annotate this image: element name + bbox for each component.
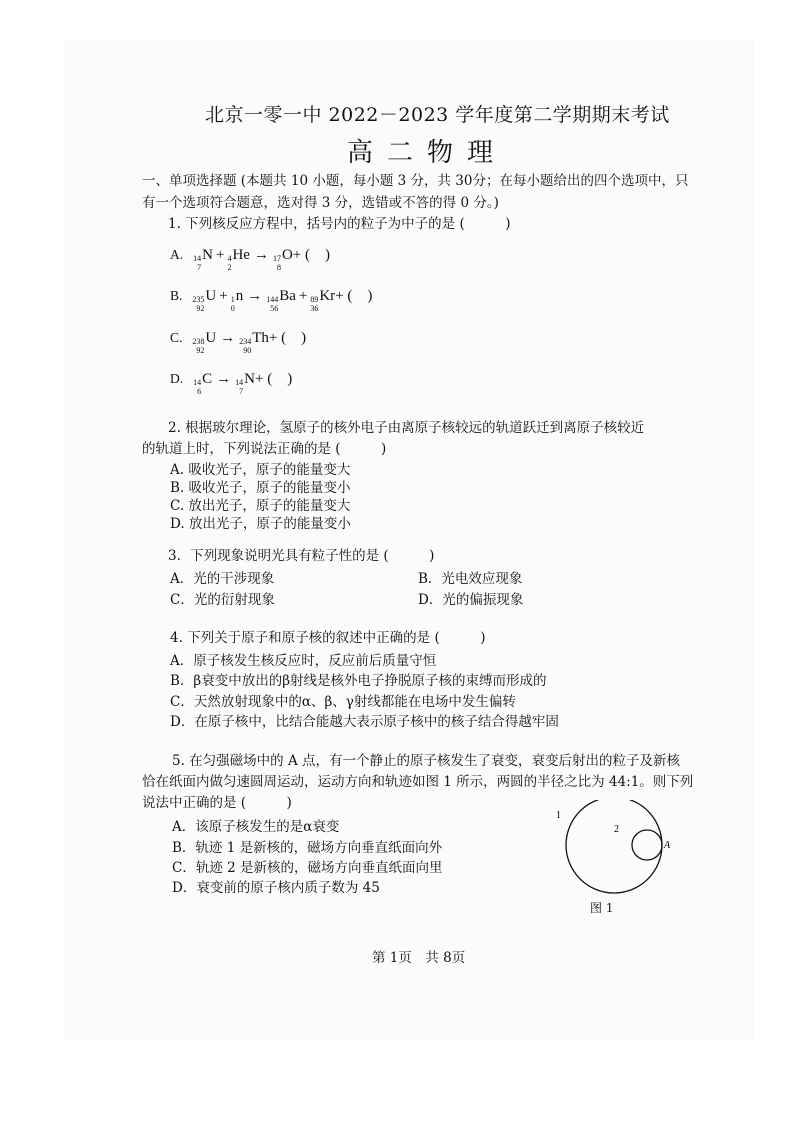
figure-1-caption: 图 1 <box>590 901 614 915</box>
mass-number: 14 <box>193 378 202 387</box>
mass-number: 144 <box>266 295 279 304</box>
q5-stem-line-1: 5. 在匀强磁场中的 A 点，有一个静止的原子核发生了衰变，衰变后射出的粒子及新核 <box>172 753 681 769</box>
q5-option-b: B．轨迹 1 是新核的，磁场方向垂直纸面向外 <box>172 840 443 856</box>
option-letter: B. <box>170 288 183 303</box>
equation-symbol: + ( ) <box>292 247 330 263</box>
atomic-number: 36 <box>310 304 319 313</box>
nuclide-n <box>231 288 244 311</box>
section-instructions <box>142 170 690 214</box>
q4-option-d: D．在原子核中，比结合能越大表示原子核中的核子结合得越牢固 <box>170 714 559 730</box>
element-symbol: Kr <box>319 288 336 304</box>
q5-stem-line-3: 说法中正确的是 ( ) <box>142 795 292 811</box>
nuclide-he <box>227 247 250 270</box>
mass-number: 1 <box>230 295 235 304</box>
trajectory-1-circle <box>566 800 662 893</box>
section-line-1: 一、单项选择题 (本题共 10 小题，每小题 3 分，共 30分；在每小题给出的四个选项中，只 <box>142 173 689 189</box>
equation-symbol: + ( ) <box>254 371 293 387</box>
option-letter: C. <box>170 330 183 345</box>
q1-option-a <box>170 243 330 270</box>
nuclide-ba <box>266 288 296 311</box>
arrow-symbol: → <box>216 371 232 387</box>
element-symbol: N <box>202 247 213 263</box>
arrow-symbol: → <box>220 330 236 346</box>
option-letter: D. <box>170 371 184 386</box>
mass-number: 14 <box>193 254 202 263</box>
q5-option-d: D．衰变前的原子核内质子数为 45 <box>172 880 380 896</box>
q1-option-b <box>170 284 372 311</box>
nuclide-u <box>192 288 216 311</box>
q1-option-d <box>170 367 292 394</box>
atomic-number: 0 <box>230 304 235 313</box>
element-symbol: O <box>281 247 293 263</box>
equation-symbol: + <box>215 247 225 263</box>
element-symbol: N <box>244 371 255 387</box>
equation-symbol: + ( ) <box>268 330 307 346</box>
equation-symbol: + <box>219 288 228 304</box>
q2-option-c: C. 放出光子，原子的能量变大 <box>170 498 351 514</box>
q4-option-a: A．原子核发生核反应时，反应前后质量守恒 <box>170 653 437 669</box>
option-letter: A. <box>170 247 184 262</box>
trajectory-1-label: 1 <box>556 810 561 821</box>
element-symbol: n <box>235 288 244 304</box>
element-symbol: Th <box>252 330 269 346</box>
q5-stem-line-2: 恰在纸面内做匀速圆周运动，运动方向和轨迹如图 1 所示，两圆的半径之比为 44:1。则下列 <box>142 774 694 790</box>
atomic-number: 2 <box>227 263 232 272</box>
nuclide-th <box>239 330 269 353</box>
mass-number: 238 <box>192 337 205 346</box>
atomic-number: 92 <box>196 304 205 313</box>
mass-number: 14 <box>235 378 244 387</box>
q1-stem: 1. 下列核反应方程中，括号内的粒子为中子的是 ( ) <box>168 216 511 232</box>
nuclide-kr <box>310 288 335 311</box>
q3-option-a: A．光的干涉现象 <box>170 571 275 587</box>
equation-symbol: + <box>298 288 308 304</box>
trajectory-2-label: 2 <box>614 824 619 835</box>
atomic-number: 7 <box>239 387 244 396</box>
element-symbol: U <box>205 288 217 304</box>
q2-option-b: B. 吸收光子，原子的能量变小 <box>170 480 351 496</box>
atomic-number: 92 <box>196 346 205 355</box>
point-a-label: A <box>664 840 671 851</box>
mass-number: 234 <box>239 337 252 346</box>
q4-option-c: C．天然放射现象中的α、β、γ射线都能在电场中发生偏转 <box>170 694 516 710</box>
subject-title: 高二物理 <box>347 138 508 168</box>
exam-title: 北京一零一中 2022－2023 学年度第二学期期末考试 <box>205 104 670 126</box>
q3-option-b: B．光电效应现象 <box>418 571 523 587</box>
atomic-number: 8 <box>276 263 281 272</box>
q2-stem-line-1: 2. 根据玻尔理论，氢原子的核外电子由离原子核较远的轨道跃迁到离原子核较近 <box>168 420 645 436</box>
arrow-symbol: → <box>247 288 263 304</box>
nuclide-u <box>192 330 216 353</box>
nuclide-o <box>273 247 293 270</box>
equation-symbol: + ( ) <box>335 288 373 304</box>
q3-stem: 3．下列现象说明光具有粒子性的是 ( ) <box>168 548 435 564</box>
figure-1-diagram <box>540 800 690 900</box>
q4-option-b: B．β衰变中放出的β射线是核外电子挣脱原子核的束缚而形成的 <box>170 673 547 689</box>
atomic-number: 7 <box>197 263 202 272</box>
element-symbol: U <box>205 330 217 346</box>
arrow-symbol: → <box>253 247 269 263</box>
nuclide-c <box>193 371 212 394</box>
element-symbol: Ba <box>279 288 296 304</box>
q2-option-d: D. 放出光子，原子的能量变小 <box>170 516 351 532</box>
page-footer: 第 1页 共 8页 <box>372 950 466 966</box>
q3-option-d: D．光的偏振现象 <box>418 592 524 608</box>
q4-stem: 4. 下列关于原子和原子核的叙述中正确的是 ( ) <box>170 630 486 646</box>
nuclide-n <box>235 371 255 394</box>
trajectory-2-circle <box>632 830 662 860</box>
q2-stem-line-2: 的轨道上时，下列说法正确的是 ( ) <box>142 441 387 457</box>
atomic-number: 6 <box>197 387 202 396</box>
q3-option-c: C．光的衍射现象 <box>170 592 275 608</box>
atomic-number: 56 <box>270 304 279 313</box>
q2-option-a: A. 吸收光子，原子的能量变大 <box>170 462 351 478</box>
mass-number: 17 <box>272 254 281 263</box>
mass-number: 89 <box>310 295 319 304</box>
mass-number: 235 <box>192 295 205 304</box>
q5-option-a: A．该原子核发生的是α衰变 <box>172 819 340 835</box>
q2-stem <box>142 418 702 460</box>
element-symbol: C <box>202 371 213 387</box>
element-symbol: He <box>232 247 250 263</box>
atomic-number: 90 <box>243 346 252 355</box>
nuclide-n <box>193 247 213 270</box>
q5-option-c: C．轨迹 2 是新核的，磁场方向垂直纸面向里 <box>172 860 443 876</box>
section-line-2: 有一个选项符合题意，选对得 3 分，选错或不答的得 0 分。) <box>142 195 499 211</box>
mass-number: 4 <box>227 254 232 263</box>
q1-option-c <box>170 326 306 353</box>
